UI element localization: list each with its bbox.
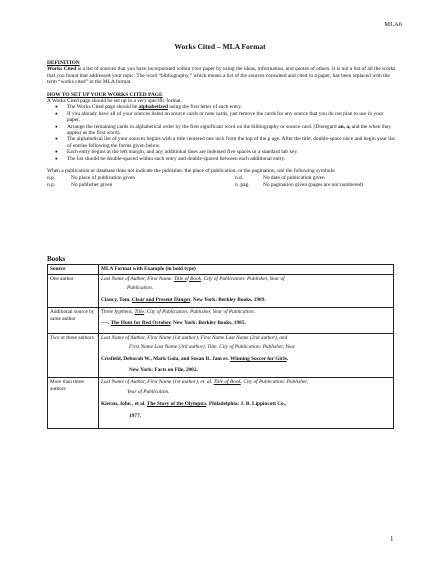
symbols-table (47, 175, 397, 189)
list-item: ● The list should be double-spaced within each entry and double-spaced between each additional entry. (67, 156, 397, 162)
setup-bullet-list (47, 104, 397, 162)
symbol-desc: No date of publication given (263, 174, 325, 181)
definition-paragraph (47, 66, 397, 85)
body-content (47, 60, 397, 188)
table-row (48, 333, 394, 377)
source-cell: More than three authors (48, 377, 99, 428)
format-cell: Last Name of Author, First Name (1st author), et. al. Title of Book. City of Publication: Publisher, Year of Publication. Kieran, John , et al. The Story of the Olympics. Philadelphia: J. B. Lippincott Co., 1977. (99, 377, 394, 428)
format-cell: Three hyphens. Title. City of Publication: Publisher, Year of Publication. ----. The Hunt for Red October. New York: Berkley Books, 1985. (99, 308, 394, 333)
definition-term: Works Cited (47, 66, 77, 73)
header-label: MLA6 (384, 21, 402, 28)
symbol-abbr: n.p. (47, 181, 56, 188)
symbols-intro: When a publication or database does not indicate the publisher, the place of publication, or the pagination, use the following symbols: (47, 168, 336, 175)
setup-heading: HOW TO SET UP YOUR WORKS CITED PAGE (47, 91, 163, 98)
list-item: ● If you already have all of your sources listed on source cards or note cards, just remove the cards for any source that you do not plan to use in your paper. (67, 111, 397, 124)
symbol-abbr: n. pag. (235, 181, 250, 188)
books-heading: Books (47, 255, 66, 263)
list-item: ● Arrange the remaining cards in alphabetical order by the first significant word on the bibliography or source card. (Disregard an, a, and the when they appear as the first word). (67, 124, 397, 137)
page-number: 1 (390, 535, 394, 543)
definition-text: is a list of sources that you have incorporated within your paper by using the ideas, information, and quotes of others. It is not a list of all the works that you found that addressed your topic. The word “bibliography,” which means a list of the sources consulted and cited in a paper, has been replaced with the term “works cited” in the MLA format. (47, 66, 396, 86)
column-header-source: Source (48, 265, 99, 275)
setup-intro: A Works Cited page should be set up in a very specific format. (47, 98, 182, 105)
format-cell: Last Name of Author, First Name (1st author), First Name Last Name (2nd author), and First Name Last Name (3rd author). Title. City of Publication: Publisher, Year. Crisfield, Deborah W., Mark Gola, and Susan R. Jam es. Winning Soccer for Girls. New York: Facts on File, 2002. (99, 333, 394, 377)
table-row (48, 274, 394, 308)
definition-heading: DEFINITION (47, 60, 80, 66)
symbol-desc: No place of publication given (71, 174, 136, 181)
symbol-abbr: n.d. (235, 174, 244, 181)
table-header-row (48, 265, 394, 275)
table-row (48, 377, 394, 428)
list-item: ● The alphabetical list of your sources begins with a title centered one inch from the top of the p age. After the title, double-space once and begin your list of entries following the forms given below. (67, 136, 397, 149)
symbol-desc: No pagination given (pages are not numbered) (263, 181, 364, 188)
list-item: ● The Works Cited page should be alphabetized using the first letter of each entry. (67, 104, 397, 110)
format-cell: Last Name of Author, First Name. Title of Book. City of Publication: Publisher, Year of Publication. Clancy, Tom. Clear and Present Danger. New York: Berkley Books, 1989. (99, 274, 394, 308)
symbol-abbr: n.p. (47, 174, 56, 181)
list-item: ● Each entry begins at the left margin, and any additional lines are indented five spaces or a standard tab key. (67, 149, 397, 155)
page-title: Works Cited – MLA Format (174, 42, 266, 51)
source-cell: Two or three authors (48, 333, 99, 377)
source-cell: Additional source by same author (48, 308, 99, 333)
column-header-format: MLA Format with Example (in bold type) (99, 265, 394, 275)
table-row (48, 308, 394, 333)
books-table (47, 264, 394, 429)
source-cell: One author (48, 274, 99, 308)
symbol-desc: No publisher given (71, 181, 113, 188)
